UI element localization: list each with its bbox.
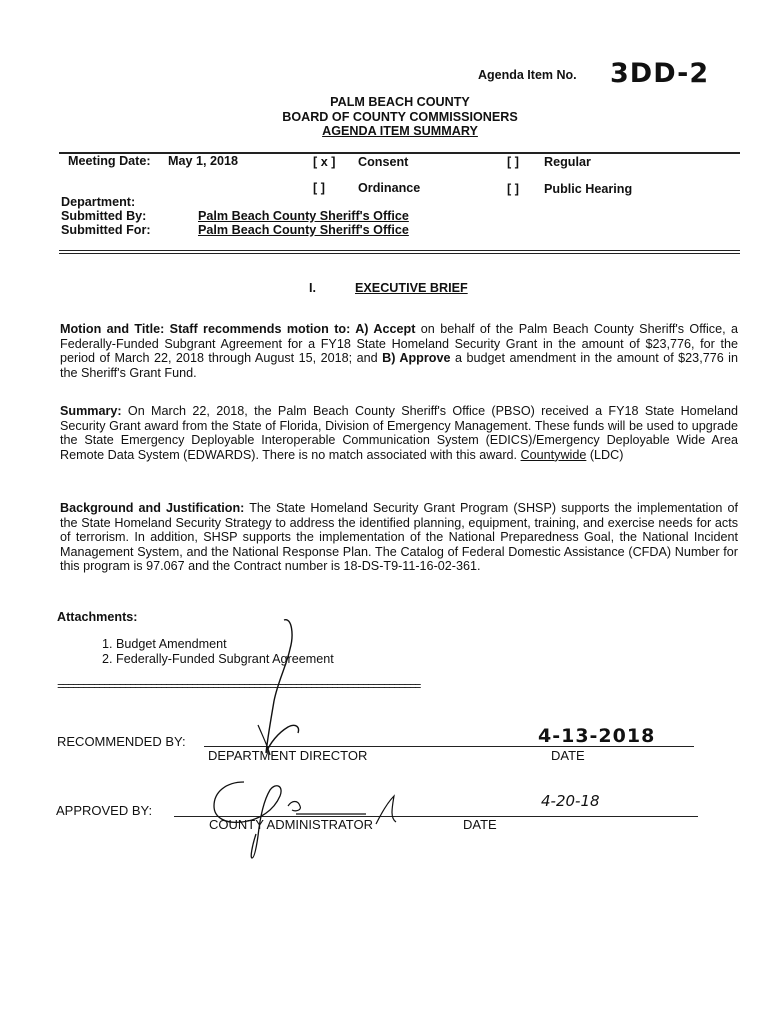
summary-paragraph bbox=[60, 404, 738, 462]
department-director-label: DEPARTMENT DIRECTOR bbox=[208, 748, 368, 763]
motion-paragraph bbox=[60, 322, 738, 380]
recommended-date-label: DATE bbox=[551, 748, 585, 763]
recommended-date-value: 4-13-2018 bbox=[538, 725, 656, 747]
agenda-item-number: 3DD-2 bbox=[610, 58, 710, 89]
department-director-signature bbox=[240, 615, 310, 765]
header-county: PALM BEACH COUNTY bbox=[330, 95, 470, 109]
summary-text: On March 22, 2018, the Palm Beach County Sheriff's Office (PBSO) received a FY18 State Homeland Security Grant award from the State of Florida, Division of Emergency Management. These funds will be used to upgrade the State Emergency Deployable Interoperable Communication System (EDICS)/Emergency Deployable Wide Area Remote Data System (EDWARDS). There is no match associated with this award. bbox=[60, 404, 738, 462]
motion-b-label: B) Approve bbox=[382, 351, 451, 366]
ordinance-checkbox: [ ] bbox=[313, 181, 325, 195]
motion-lead: Motion and Title: Staff recommends motion to: A) Accept bbox=[60, 322, 416, 336]
attachments-label: Attachments: bbox=[57, 610, 138, 624]
department-label: Department: bbox=[61, 195, 136, 209]
attachment-item-2: 2. Federally-Funded Subgrant Agreement bbox=[102, 652, 334, 666]
motion-text-1: on behalf of the Palm Beach County Sheriff's Office, a Federally-Funded Subgrant Agreement for a FY18 State Homeland Security Grant in the amount of $23,776, for the period of March 22, 2018 through August 15, 2018; and bbox=[60, 322, 738, 366]
public-hearing-checkbox: [ ] bbox=[507, 182, 519, 196]
section-rule-1 bbox=[59, 250, 740, 251]
section-rule-2 bbox=[59, 253, 740, 254]
motion-text-2: a budget amendment in the amount of $23,776 in the Sheriff's Grant Fund. bbox=[60, 351, 738, 380]
public-hearing-label: Public Hearing bbox=[544, 182, 633, 196]
ordinance-label: Ordinance bbox=[358, 181, 421, 195]
regular-label: Regular bbox=[544, 155, 591, 169]
approved-date-label: DATE bbox=[463, 817, 497, 832]
section-title: EXECUTIVE BRIEF bbox=[355, 281, 468, 295]
attachment-item-1: 1. Budget Amendment bbox=[102, 637, 227, 651]
background-text: The State Homeland Security Grant Program (SHSP) supports the implementation of the State Homeland Security Strategy to address the identified planning, equipment, training, and exercise needs for acts of terrorism. In addition, SHSP supports the implementation of the National Preparedness Goal, the National Incident Management System, and the National Response Plan. The Catalog of Federal Domestic Assistance (CFDA) Number for this program is 97.067 and the Contract number is 18-DS-T9-11-16-02-361. bbox=[60, 501, 738, 574]
equals-divider: ====================================================================== bbox=[57, 680, 420, 694]
section-number: I. bbox=[309, 281, 316, 295]
regular-checkbox: [ ] bbox=[507, 155, 519, 169]
submitted-by-label: Submitted By: bbox=[61, 209, 147, 223]
meeting-date-value: May 1, 2018 bbox=[168, 154, 239, 168]
agenda-item-label: Agenda Item No. bbox=[478, 68, 577, 82]
consent-label: Consent bbox=[358, 155, 409, 169]
countywide-label: Countywide bbox=[520, 447, 587, 462]
approved-by-label: APPROVED BY: bbox=[56, 803, 153, 818]
summary-label: Summary: bbox=[60, 404, 122, 418]
summary-tail: (LDC) bbox=[586, 447, 624, 462]
submitted-for-label: Submitted For: bbox=[61, 223, 151, 237]
submitted-by-value: Palm Beach County Sheriff's Office bbox=[198, 209, 409, 223]
header-board: BOARD OF COUNTY COMMISSIONERS bbox=[282, 110, 518, 124]
approved-date-value: 4-20-18 bbox=[541, 792, 600, 810]
header-summary-title: AGENDA ITEM SUMMARY bbox=[322, 124, 478, 138]
submitted-for-value: Palm Beach County Sheriff's Office bbox=[198, 223, 409, 237]
background-label: Background and Justification: bbox=[60, 501, 245, 515]
meeting-date-label: Meeting Date: bbox=[68, 154, 151, 168]
county-administrator-label: COUNTY ADMINISTRATOR bbox=[209, 817, 373, 832]
consent-checkbox: [ x ] bbox=[313, 155, 336, 169]
header-rule bbox=[59, 152, 740, 154]
recommended-by-label: RECOMMENDED BY: bbox=[57, 734, 186, 749]
county-administrator-signature bbox=[196, 778, 416, 860]
background-paragraph bbox=[60, 501, 738, 574]
